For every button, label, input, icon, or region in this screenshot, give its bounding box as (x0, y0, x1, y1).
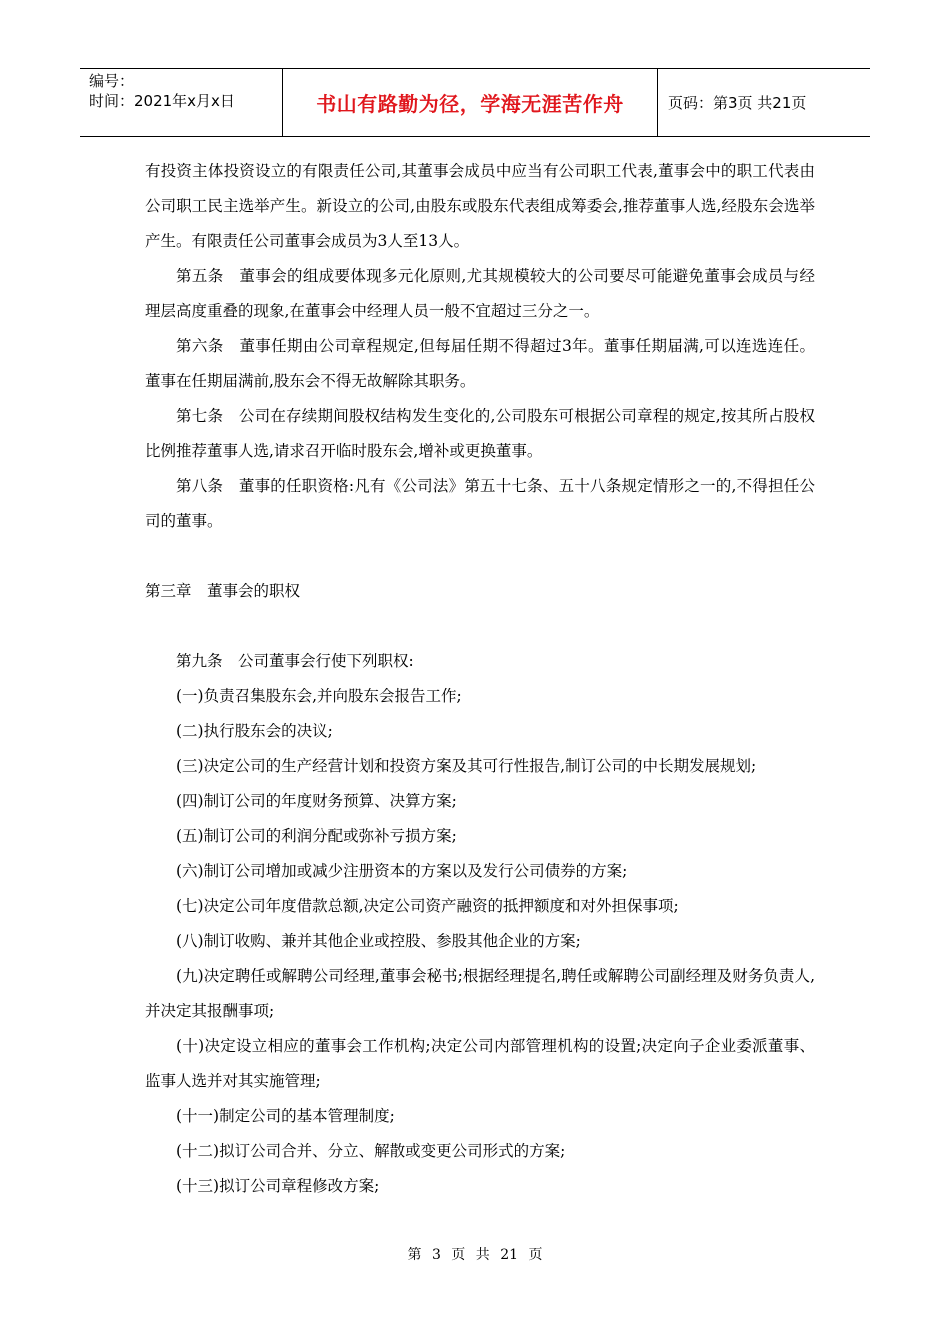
power-item: (二)执行股东会的决议; (176, 722, 333, 740)
power-item: (五)制订公司的利润分配或弥补亏损方案; (176, 827, 457, 845)
article-6: 第六条 董事任期由公司章程规定,但每届任期不得超过3年。董事任期届满,可以连选连任。董事在任期届满前,股东会不得无故解除其职务。 (145, 337, 815, 390)
page-footer: 第 3 页 共 21 页 (407, 1247, 543, 1263)
header-page-info: 页码：第3页 共21页 (668, 94, 807, 112)
power-item: (四)制订公司的年度财务预算、决算方案; (176, 792, 457, 810)
power-item: (十三)拟订公司章程修改方案; (176, 1177, 380, 1195)
article-8: 第八条 董事的任职资格:凡有《公司法》第五十七条、五十八条规定情形之一的,不得担任公司的董事。 (145, 477, 815, 530)
power-item: (六)制订公司增加或减少注册资本的方案以及发行公司债券的方案; (176, 862, 628, 880)
power-item: (三)决定公司的生产经营计划和投资方案及其可行性报告,制订公司的中长期发展规划; (176, 757, 757, 775)
page-header (80, 68, 870, 137)
power-item: (十一)制定公司的基本管理制度; (176, 1107, 395, 1125)
article-9-intro: 第九条 公司董事会行使下列职权: (176, 652, 414, 670)
power-item: (一)负责召集股东会,并向股东会报告工作; (176, 687, 462, 705)
header-meta (80, 69, 282, 136)
power-item: (十二)拟订公司合并、分立、解散或变更公司形式的方案; (176, 1142, 566, 1160)
power-item: (八)制订收购、兼并其他企业或控股、参股其他企业的方案; (176, 932, 581, 950)
document-number-label: 编号： (89, 72, 135, 90)
document-body (145, 154, 815, 1204)
power-item: (十)决定设立相应的董事会工作机构;决定公司内部管理机构的设置;决定向子企业委派董事、监事人选并对其实施管理; (145, 1037, 815, 1090)
paragraph-continuation: 有投资主体投资设立的有限责任公司,其董事会成员中应当有公司职工代表,董事会中的职工代表由公司职工民主选举产生。新设立的公司,由股东或股东代表组成筹委会,推荐董事人选,经股东会选举产生。有限责任公司董事会成员为3人至13人。 (145, 162, 815, 250)
power-item: (七)决定公司年度借款总额,决定公司资产融资的抵押额度和对外担保事项; (176, 897, 679, 915)
document-date-label: 时间：2021年x月x日 (89, 92, 235, 110)
chapter-title: 第三章 董事会的职权 (145, 582, 301, 600)
article-7: 第七条 公司在存续期间股权结构发生变化的,公司股东可根据公司章程的规定,按其所占股权比例推荐董事人选,请求召开临时股东会,增补或更换董事。 (145, 407, 815, 460)
article-5: 第五条 董事会的组成要体现多元化原则,尤其规模较大的公司要尽可能避免董事会成员与经理层高度重叠的现象,在董事会中经理人员一般不宜超过三分之一。 (145, 267, 815, 320)
power-item: (九)决定聘任或解聘公司经理,董事会秘书;根据经理提名,聘任或解聘公司副经理及财务负责人,并决定其报酬事项; (145, 967, 815, 1020)
header-motto: 书山有路勤为径，学海无涯苦作舟 (282, 69, 658, 136)
